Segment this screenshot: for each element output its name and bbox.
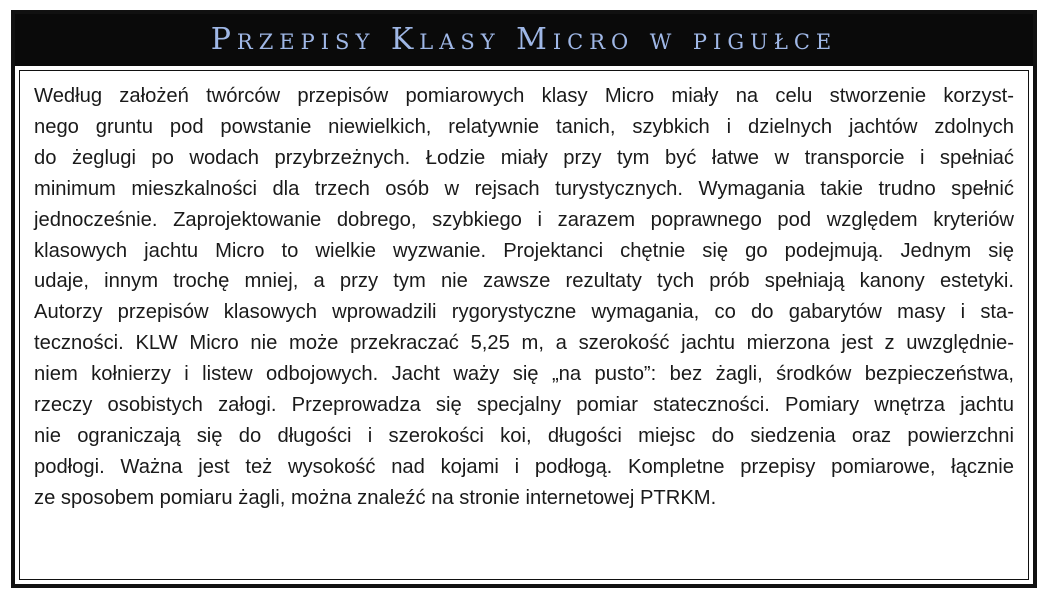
- text-line: klasowych jachtu Micro to wielkie wyzwanie. Projektanci chętnie się go podejmują. Jednym się: [34, 239, 1014, 262]
- text-line: ze sposobem pomiaru żagli, można znaleźć na stronie internetowej PTRKM.: [34, 486, 717, 509]
- info-box-header: [15, 14, 1033, 66]
- info-box-content: [19, 70, 1029, 580]
- text-line: jednocześnie. Zaprojektowanie dobrego, szybkiego i zarazem poprawnego pod względem kryteriów: [34, 208, 1014, 231]
- text-line: minimum mieszkalności dla trzech osób w rejsach turystycznych. Wymagania takie trudno spełnić: [34, 177, 1014, 200]
- text-line: udaje, innym trochę mniej, a przy tym nie zawsze rezultaty tych prób spełniają kanony estetyki.: [34, 270, 1014, 293]
- text-line: niem kołnierzy i listew odbojowych. Jacht waży się „na pusto”: bez żagli, środków bezpieczeństwa,: [34, 363, 1014, 386]
- text-line: do żeglugi po wodach przybrzeżnych. Łodzie miały przy tym być łatwe w transporcie i spełniać: [34, 146, 1014, 169]
- text-line: nie ograniczają się do długości i szerokości koi, długości miejsc do siedzenia oraz powierzchni: [34, 424, 1014, 447]
- text-line: Autorzy przepisów klasowych wprowadzili rygorystyczne wymagania, co do gabarytów masy i sta-: [34, 301, 1014, 324]
- text-line: rzeczy osobistych załogi. Przeprowadza się specjalny pomiar stateczności. Pomiary wnętrza jachtu: [34, 394, 1014, 417]
- text-line: podłogi. Ważna jest też wysokość nad kojami i podłogą. Kompletne przepisy pomiarowe, łącznie: [34, 455, 1014, 478]
- info-box: [11, 10, 1037, 588]
- text-line: teczności. KLW Micro nie może przekraczać 5,25 m, a szerokość jachtu mierzona jest z uwzględnie-: [34, 332, 1014, 355]
- text-line: Według założeń twórców przepisów pomiarowych klasy Micro miały na celu stworzenie korzyst-: [34, 85, 1014, 107]
- info-box-title: Przepisy Klasy Micro w pigułce: [210, 22, 838, 57]
- body-paragraph: [34, 81, 1014, 514]
- text-line: nego gruntu pod powstanie niewielkich, relatywnie tanich, szybkich i dzielnych jachtów zdolnych: [34, 115, 1014, 138]
